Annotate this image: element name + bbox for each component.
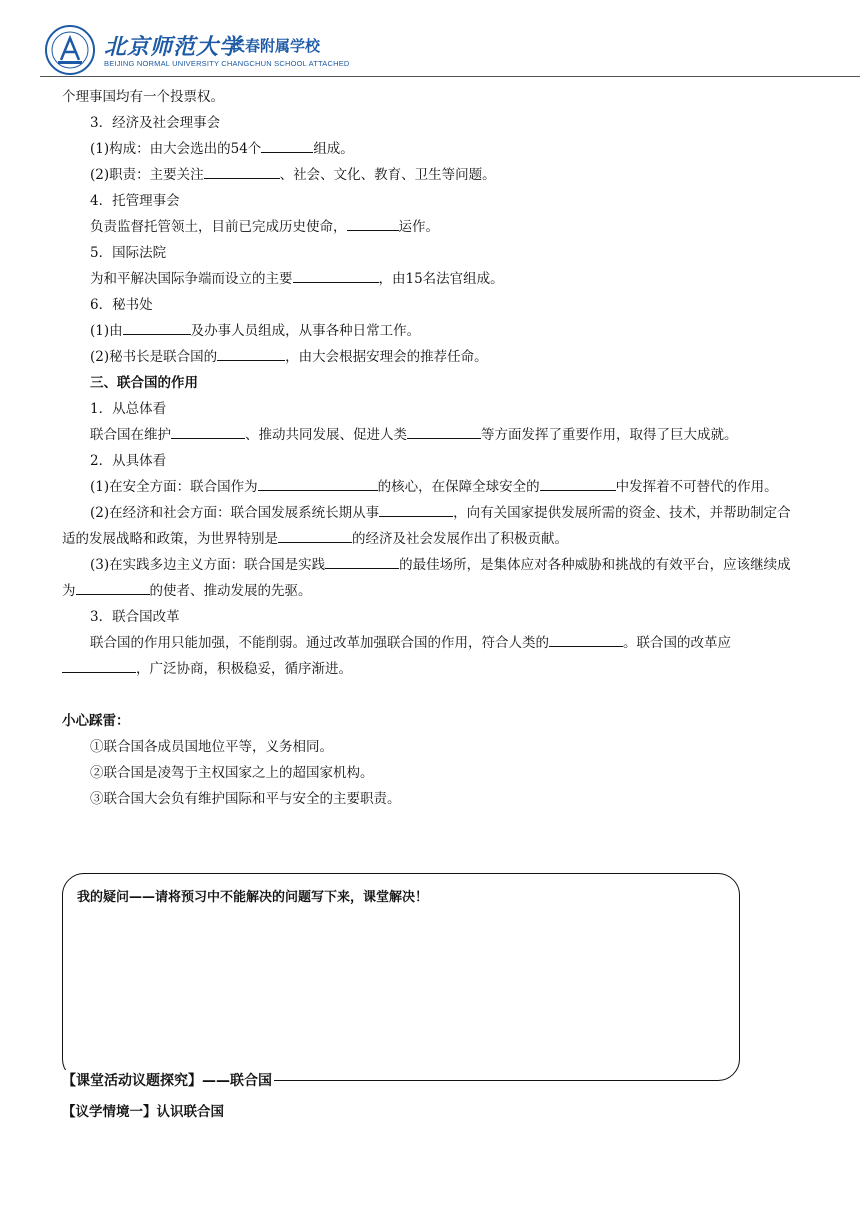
fill-in-blank[interactable] [278,528,352,543]
line-text: 负责监督托管领土，目前已完成历史使命， [90,219,347,235]
page-header [40,22,860,77]
line-text: (2)在经济和社会方面：联合国发展系统长期从事 [90,505,380,521]
line-text: ③联合国大会负有维护国际和平与安全的主要职责。 [90,791,401,807]
text-line [62,422,802,448]
line-text: 2．从具体看 [90,453,167,469]
line-text: 的最佳场所，是集体应对各种威胁和挑战的有效平台，应该继续成为 [62,557,791,599]
line-text: 的使者、推动发展的先驱。 [149,583,312,599]
text-line [62,292,802,318]
text-line [62,344,802,370]
line-text: 4．托管理事会 [90,193,180,209]
fill-in-blank[interactable] [258,476,378,491]
school-seal-icon [44,24,96,76]
fill-in-blank[interactable] [62,658,136,673]
line-text: 运作。 [398,219,439,235]
section-title: 【课堂活动议题探究】——联合国 [62,1070,274,1090]
fill-in-blank[interactable] [293,268,379,283]
line-text: ，广泛协商，积极稳妥，循序渐进。 [136,661,352,677]
line-text: ，由15名法官组成。 [378,271,504,287]
fill-in-blank[interactable] [123,320,191,335]
fill-in-blank[interactable] [217,346,285,361]
brand-name: 北京师范大学 [104,34,243,60]
fill-in-blank[interactable] [171,424,245,439]
text-line [62,370,802,396]
text-line [62,760,802,786]
document-body [62,84,802,812]
text-line [62,500,802,552]
line-text: ①联合国各成员国地位平等，义务相同。 [90,739,333,755]
line-text: 三、联合国的作用 [90,375,198,391]
line-text: 、推动共同发展、促进人类 [245,427,407,443]
line-text: 5．国际法院 [90,245,167,261]
fill-in-blank[interactable] [347,216,399,231]
sub-title: 【议学情境一】认识联合国 [62,1104,224,1120]
line-text: 组成。 [313,141,354,157]
line-text: (3)在实践多边主义方面：联合国是实践 [90,557,326,573]
line-text: (2)职责：主要关注 [90,167,204,183]
text-line [62,604,802,630]
line-text: 、社会、文化、教育、卫生等问题。 [279,167,496,183]
text-line [62,136,802,162]
line-text: 3．联合国改革 [90,609,180,625]
line-text: 联合国在维护 [90,427,171,443]
line-text: 中发挥着不可替代的作用。 [615,479,778,495]
line-text: 个理事国均有一个投票权。 [62,89,224,105]
fill-in-blank[interactable] [261,138,313,153]
fill-in-blank[interactable] [204,164,280,179]
text-line [62,110,802,136]
text-line [62,734,802,760]
question-box[interactable] [62,873,740,1081]
text-line [62,240,802,266]
text-line [62,214,802,240]
line-text: 等方面发挥了重要作用，取得了巨大成就。 [481,427,738,443]
line-text: 小心踩雷： [62,713,130,729]
line-text: ②联合国是凌驾于主权国家之上的超国家机构。 [90,765,374,781]
text-line [62,84,802,110]
text-line [62,318,802,344]
fill-in-blank[interactable] [540,476,616,491]
line-text: 及办事人员组成，从事各种日常工作。 [190,323,421,339]
line-text: 联合国的作用只能加强，不能削弱。通过改革加强联合国的作用，符合人类的 [90,635,549,651]
line-text: ，由大会根据安理会的推荐任命。 [285,349,488,365]
text-line [62,266,802,292]
text-line [62,448,802,474]
line-text: (1)在安全方面：联合国作为 [90,479,258,495]
line-text: 为和平解决国际争端而设立的主要 [90,271,293,287]
fill-in-blank[interactable] [549,632,623,647]
fill-in-blank[interactable] [379,502,453,517]
brand-english: BEIJING NORMAL UNIVERSITY CHANGCHUN SCHOOL ATTACHED [104,59,350,68]
line-text: 1．从总体看 [90,401,167,417]
line-text: 3．经济及社会理事会 [90,115,221,131]
line-text: 。联合国的改革应 [623,635,731,651]
fill-in-blank[interactable] [76,580,150,595]
fill-in-blank[interactable] [407,424,481,439]
spacer [62,682,802,708]
fill-in-blank[interactable] [325,554,399,569]
text-line [62,474,802,500]
text-line [62,396,802,422]
text-line [62,552,802,604]
line-text: (2)秘书长是联合国的 [90,349,218,365]
text-line [62,786,802,812]
text-line [62,630,802,682]
text-line [62,708,802,734]
line-text: 6．秘书处 [90,297,153,313]
line-text: 的经济及社会发展作出了积极贡献。 [352,531,568,547]
text-line [62,162,802,188]
line-text: ，向有关国家提供发展所需的资金、技术，并帮助制定合适的发展战略和政策，为世界特别是 [62,505,791,547]
line-text: (1)构成：由大会选出的54个 [90,141,262,157]
question-box-title: 我的疑问——请将预习中不能解决的问题写下来，课堂解决！ [77,890,429,905]
brand-subtitle: 长春附属学校 [230,37,321,55]
line-text: 的核心，在保障全球安全的 [377,479,540,495]
text-line [62,188,802,214]
line-text: (1)由 [90,323,123,339]
